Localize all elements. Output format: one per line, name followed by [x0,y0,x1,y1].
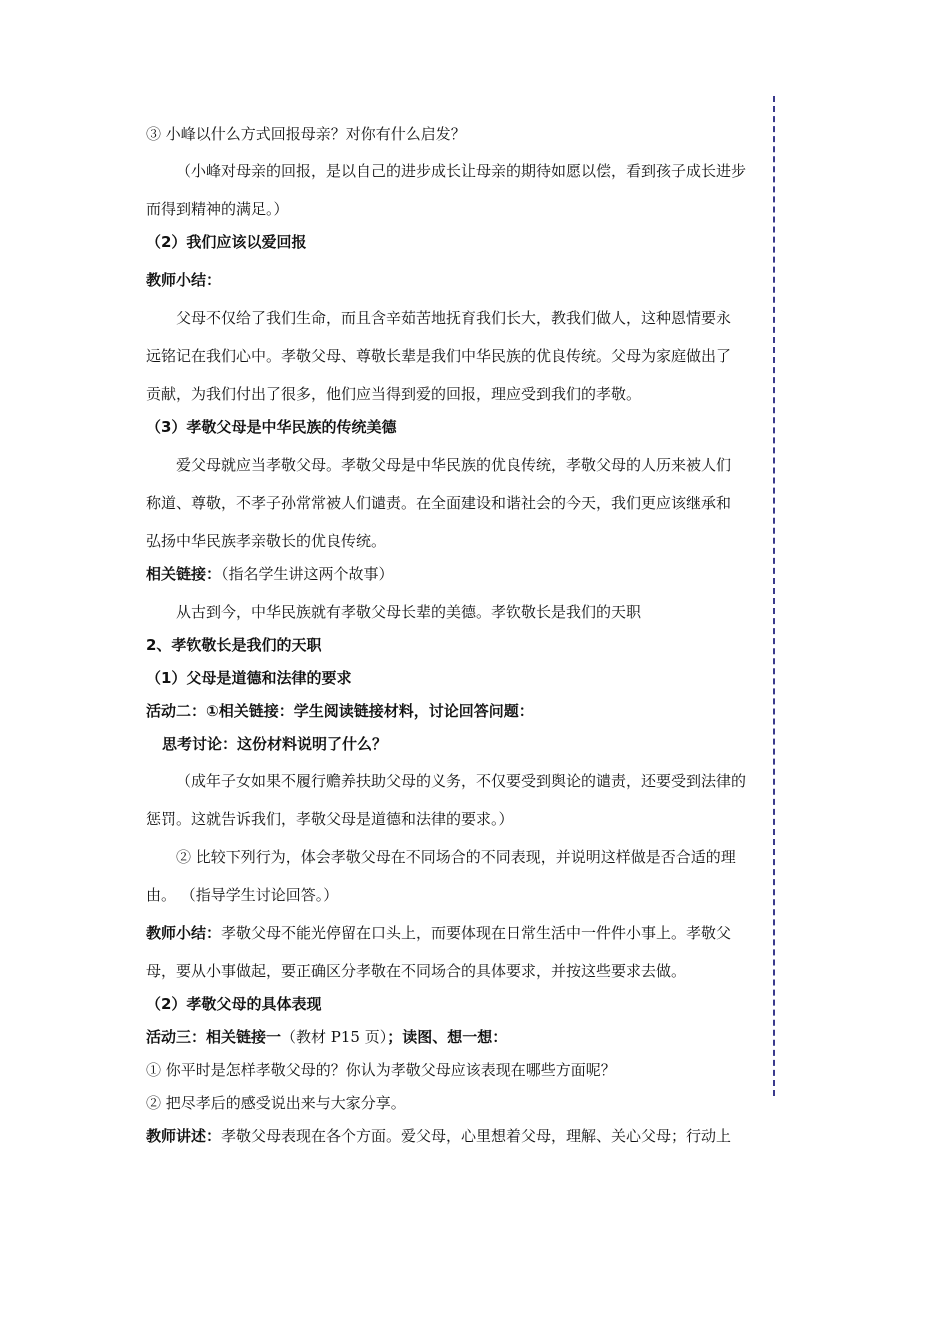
paragraph-3: 从古到今，中华民族就有孝敬父母长辈的美德。孝钦敬长是我们的天职 [176,603,642,621]
teacher-summary-2-label: 教师小结： [146,924,222,942]
related-link-label: 相关链接： [146,565,222,583]
discussion-answer-line-1: （成年子女如果不履行赡养扶助父母的义务，不仅要受到舆论的谴责，还要受到法律的 [176,772,747,790]
activity-3-question-1: ① 你平时是怎样孝敬父母的？你认为孝敬父母应该表现在哪些方面呢？ [146,1061,616,1079]
activity-3-textbook-ref: （教材 P15 页） [281,1028,388,1046]
teacher-narration-line [146,1126,808,1146]
teacher-narration-label: 教师讲述： [146,1127,222,1145]
answer-3-line-2: 而得到精神的满足。） [146,200,289,218]
compare-task-line-2: 由。 （指导学生讨论回答。） [146,886,339,904]
paragraph-1-line-2: 远铭记在我们心中。孝敬父母、尊敬长辈是我们中华民族的优良传统。父母为家庭做出了 [146,347,732,365]
lesson-text-body [146,124,808,1146]
paragraph-1-line-3: 贡献，为我们付出了很多，他们应当得到爱的回报，理应受到我们的孝敬。 [146,385,642,403]
paragraph-2-line-3: 弘扬中华民族孝亲敬长的优良传统。 [146,532,387,550]
heading-traditional-virtue: （3）孝敬父母是中华民族的传统美德 [146,418,397,436]
compare-task-line-1: ② 比较下列行为，体会孝敬父母在不同场合的不同表现，并说明这样做是否合适的理 [176,848,736,866]
teacher-summary-2-text: 孝敬父母不能光停留在口头上，而要体现在日常生活中一件件小事上。孝敬父 [221,924,732,942]
teacher-narration-text: 孝敬父母表现在各个方面。爱父母，心里想着父母，理解、关心父母；行动上 [221,1127,732,1145]
paragraph-1-line-1: 父母不仅给了我们生命，而且含辛茹苦地抚育我们长大，教我们做人，这种恩情要永 [176,309,732,327]
teacher-summary-2-line-2: 母，要从小事做起，要正确区分孝敬在不同场合的具体要求，并按这些要求去做。 [146,962,687,980]
heading-repay-with-love: （2）我们应该以爱回报 [146,233,307,251]
answer-3-line-1: （小峰对母亲的回报，是以自己的进步成长让母亲的期待如愿以偿，看到孩子成长进步 [176,162,747,180]
heading-concrete-expressions: （2）孝敬父母的具体表现 [146,995,322,1013]
discussion-answer-line-2: 惩罚。这就告诉我们，孝敬父母是道德和法律的要求。） [146,810,514,828]
activity-2-heading: 活动二：①相关链接：学生阅读链接材料，讨论回答问题： [146,702,534,720]
section-2-heading: 2、孝钦敬长是我们的天职 [146,636,322,654]
teacher-summary-label: 教师小结： [146,271,222,289]
heading-morality-law: （1）父母是道德和法律的要求 [146,669,352,687]
activity-3-label: 活动三：相关链接一 [146,1028,282,1046]
related-link-line [146,564,808,584]
related-link-note: （指名学生讲这两个故事） [221,565,394,583]
activity-3-line [146,1027,808,1047]
activity-3-task: ；读图、想一想： [387,1028,508,1046]
teacher-summary-2-line-1 [146,923,808,943]
discussion-question: 思考讨论：这份材料说明了什么？ [162,735,388,753]
paragraph-2-line-2: 称道、尊敬，不孝子孙常常被人们谴责。在全面建设和谐社会的今天，我们更应该继承和 [146,494,732,512]
paragraph-2-line-1: 爱父母就应当孝敬父母。孝敬父母是中华民族的优良传统，孝敬父母的人历来被人们 [176,456,732,474]
question-3: ③ 小峰以什么方式回报母亲？对你有什么启发？ [146,125,466,143]
activity-3-question-2: ② 把尽孝后的感受说出来与大家分享。 [146,1094,406,1112]
